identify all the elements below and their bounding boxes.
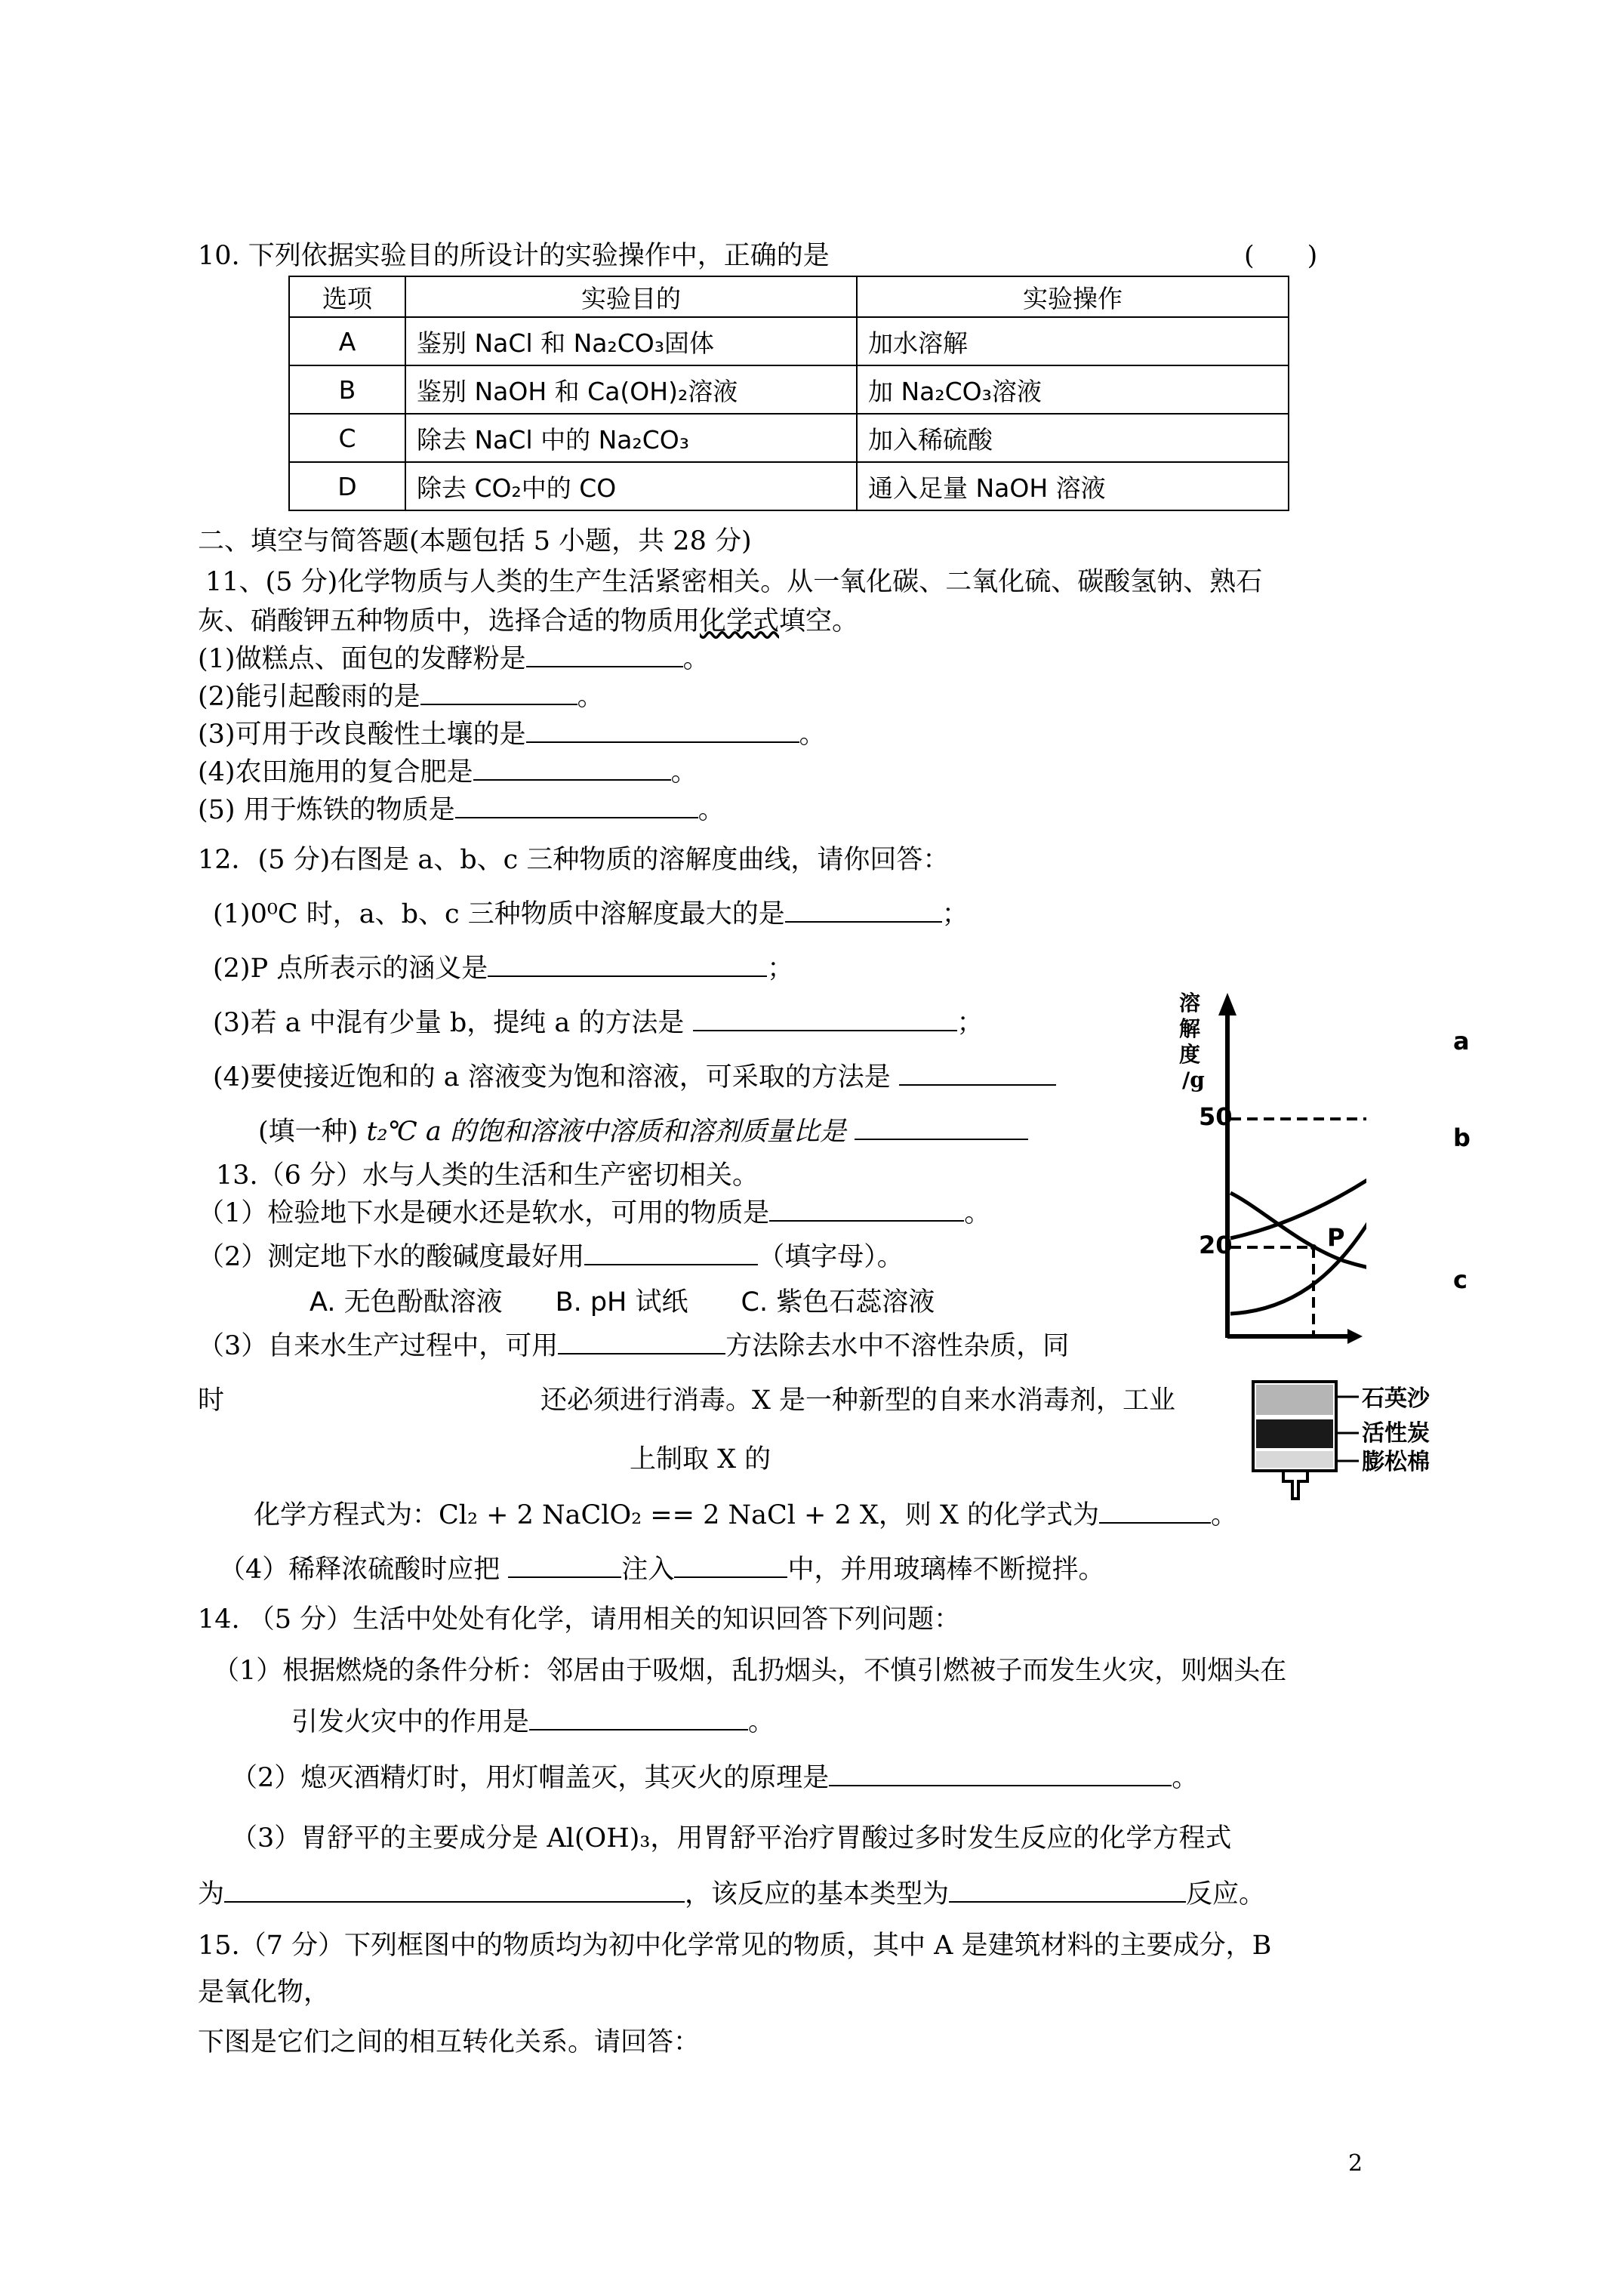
- answer-blank[interactable]: [899, 1062, 1056, 1086]
- q10-answer-bracket: ( ): [1244, 241, 1318, 271]
- table-row: [289, 317, 1289, 365]
- table-cell: D: [289, 462, 405, 510]
- table-cell: 鉴别 NaOH 和 Ca(OH)₂溶液: [405, 365, 857, 414]
- table-header: 实验目的: [405, 276, 857, 317]
- q14-part-1-cont: 引发火灾中的作用是 。: [291, 1707, 775, 1737]
- table-cell: 加 Na₂CO₃溶液: [857, 365, 1289, 414]
- answer-blank[interactable]: [558, 1330, 725, 1354]
- filter-outlet: [1283, 1471, 1307, 1499]
- series-label-b: b: [1453, 1123, 1471, 1152]
- table-cell: 加水溶解: [857, 317, 1289, 365]
- q13-part-2: （2）测定地下水的酸碱度最好用 （填字母）。: [198, 1242, 904, 1272]
- y-axis-label: 溶解度/g: [1179, 991, 1205, 1093]
- answer-blank[interactable]: [674, 1554, 787, 1578]
- answer-blank[interactable]: [785, 898, 942, 923]
- table-header-row: [289, 276, 1289, 317]
- q13-part-4: （4）稀释浓硫酸时应把 注入 中，并用玻璃棒不断搅拌。: [219, 1555, 1105, 1585]
- answer-blank[interactable]: [855, 1116, 1028, 1140]
- answer-blank[interactable]: [769, 1197, 964, 1222]
- table-cell: 鉴别 NaCl 和 Na₂CO₃固体: [405, 317, 857, 365]
- answer-blank[interactable]: [526, 643, 683, 667]
- answer-blank[interactable]: [473, 757, 671, 781]
- q15-stem: 15.（7 分）下列框图中的物质均为初中化学常见的物质，其中 A 是建筑材料的主要成分，B: [198, 1931, 1272, 1961]
- q13-stem: 13.（6 分）水与人类的生活和生产密切相关。: [216, 1160, 759, 1191]
- q13-part-3: （3）自来水生产过程中，可用 方法除去水中不溶性杂质，同: [198, 1331, 1070, 1361]
- q12-part-3: (3)若 a 中混有少量 b，提纯 a 的方法是 ；: [213, 1008, 984, 1038]
- q13-options: A. 无色酚酞溶液 B. pH 试纸 C. 紫色石蕊溶液: [310, 1287, 935, 1318]
- table-cell: 通入足量 NaOH 溶液: [857, 462, 1289, 510]
- q11-part-2: (2)能引起酸雨的是 。: [198, 682, 604, 712]
- answer-blank[interactable]: [829, 1762, 1172, 1786]
- q15-stem-3: 下图是它们之间的相互转化关系。请回答：: [198, 2027, 701, 2057]
- q13-part-1: （1）检验地下水是硬水还是软水，可用的物质是 。: [198, 1198, 991, 1228]
- answer-blank[interactable]: [1099, 1499, 1211, 1524]
- q11-stem-2: 灰、硝酸钾五种物质中，选择合适的物质用化学式填空。: [198, 606, 859, 636]
- q14-part-2: （2）熄灭酒精灯时，用灯帽盖灭，其灭火的原理是 。: [231, 1763, 1199, 1793]
- table-header: 实验操作: [857, 276, 1289, 317]
- q12-stem: 12．(5 分)右图是 a、b、c 三种物质的溶解度曲线，请你回答：: [198, 845, 950, 875]
- q14-part-3-cont: 为 ，该反应的基本类型为 反应。: [198, 1879, 1266, 1909]
- table-row: [289, 365, 1289, 414]
- answer-blank[interactable]: [508, 1554, 621, 1578]
- answer-blank[interactable]: [529, 1706, 748, 1730]
- answer-blank[interactable]: [420, 681, 577, 705]
- q14-stem: 14. （5 分）生活中处处有化学，请用相关的知识回答下列问题：: [198, 1604, 961, 1635]
- q10-table: [288, 276, 1289, 511]
- page-number: 2: [1348, 2150, 1363, 2177]
- filter-label: 膨松棉: [1362, 1449, 1430, 1475]
- answer-blank[interactable]: [584, 1241, 758, 1265]
- table-cell: 除去 NaCl 中的 Na₂CO₃: [405, 414, 857, 462]
- q13-equation: 化学方程式为：Cl₂ + 2 NaClO₂ == 2 NaCl + 2 X，则 X 的化学式为 。: [254, 1500, 1237, 1530]
- curve-a: [1230, 1051, 1366, 1314]
- table-cell: 除去 CO₂中的 CO: [405, 462, 857, 510]
- q10-stem: 10. 下列依据实验目的所设计的实验操作中，正确的是: [198, 241, 830, 271]
- q12-part-4: (4)要使接近饱和的 a 溶液变为饱和溶液，可采取的方法是: [213, 1062, 1056, 1093]
- answer-blank[interactable]: [949, 1878, 1186, 1903]
- table-cell: B: [289, 365, 405, 414]
- q12-part-2: (2)P 点所表示的涵义是 ；: [213, 954, 794, 984]
- q11-part-3: (3)可用于改良酸性土壤的是 。: [198, 720, 826, 750]
- q11-stem: 11、(5 分)化学物质与人类的生产生活紧密相关。从一氧化碳、二氧化硫、碳酸氢钠、熟石: [205, 567, 1263, 597]
- q13-part-3-cont: 上制取 X 的: [630, 1444, 771, 1475]
- q11-part-1: (1)做糕点、面包的发酵粉是 。: [198, 644, 710, 674]
- table-row: [289, 462, 1289, 510]
- q14-part-3: （3）胃舒平的主要成分是 Al(OH)₃，用胃舒平治疗胃酸过多时发生反应的化学方程式: [231, 1823, 1232, 1854]
- answer-blank[interactable]: [693, 1007, 957, 1031]
- solubility-chart: [1163, 989, 1366, 1344]
- sand-layer: [1256, 1385, 1333, 1415]
- table-cell: 加入稀硫酸: [857, 414, 1289, 462]
- filter-label: 活性炭: [1362, 1420, 1430, 1447]
- cotton-layer: [1256, 1451, 1333, 1468]
- q12-part-5: (填一种) t₂℃ a 的饱和溶液中溶质和溶剂质量比是: [258, 1116, 1028, 1148]
- table-cell: A: [289, 317, 405, 365]
- q14-part-1: （1）根据燃烧的条件分析：邻居由于吸烟，乱扔烟头，不慎引燃被子而发生火灾，则烟头在: [213, 1656, 1287, 1686]
- point-p-label: P: [1327, 1223, 1345, 1252]
- q13-part-3-cont: 时: [198, 1385, 225, 1416]
- carbon-layer: [1256, 1419, 1333, 1448]
- chart-labels: [1366, 989, 1480, 1344]
- answer-blank[interactable]: [224, 1878, 685, 1903]
- series-label-a: a: [1453, 1027, 1470, 1056]
- section-title: 二、填空与简答题(本题包括 5 小题，共 28 分): [198, 526, 752, 556]
- x-axis-arrow: [1347, 1329, 1363, 1344]
- point-p: [1310, 1244, 1317, 1250]
- q15-stem-2: 是氧化物，: [198, 1977, 331, 2008]
- q13-part-3-cont: 还必须进行消毒。X 是一种新型的自来水消毒剂，工业: [540, 1385, 1176, 1416]
- tick-label: 20: [1199, 1231, 1233, 1259]
- q11-part-5: (5) 用于炼铁的物质是 。: [198, 795, 725, 825]
- table-cell: C: [289, 414, 405, 462]
- series-label-c: c: [1453, 1265, 1467, 1294]
- answer-blank[interactable]: [526, 719, 799, 743]
- table-row: [289, 414, 1289, 462]
- tick-label: 50: [1199, 1102, 1233, 1131]
- curve-b: [1230, 1117, 1366, 1238]
- water-filter-diagram: [1238, 1376, 1457, 1504]
- q11-part-4: (4)农田施用的复合肥是 。: [198, 757, 698, 787]
- y-axis-arrow: [1218, 993, 1236, 1015]
- answer-blank[interactable]: [455, 794, 698, 818]
- answer-blank[interactable]: [488, 953, 767, 977]
- filter-label: 石英沙: [1362, 1385, 1430, 1412]
- table-header: 选项: [289, 276, 405, 317]
- q12-part-1: (1)0⁰C 时，a、b、c 三种物质中溶解度最大的是 ；: [213, 899, 969, 929]
